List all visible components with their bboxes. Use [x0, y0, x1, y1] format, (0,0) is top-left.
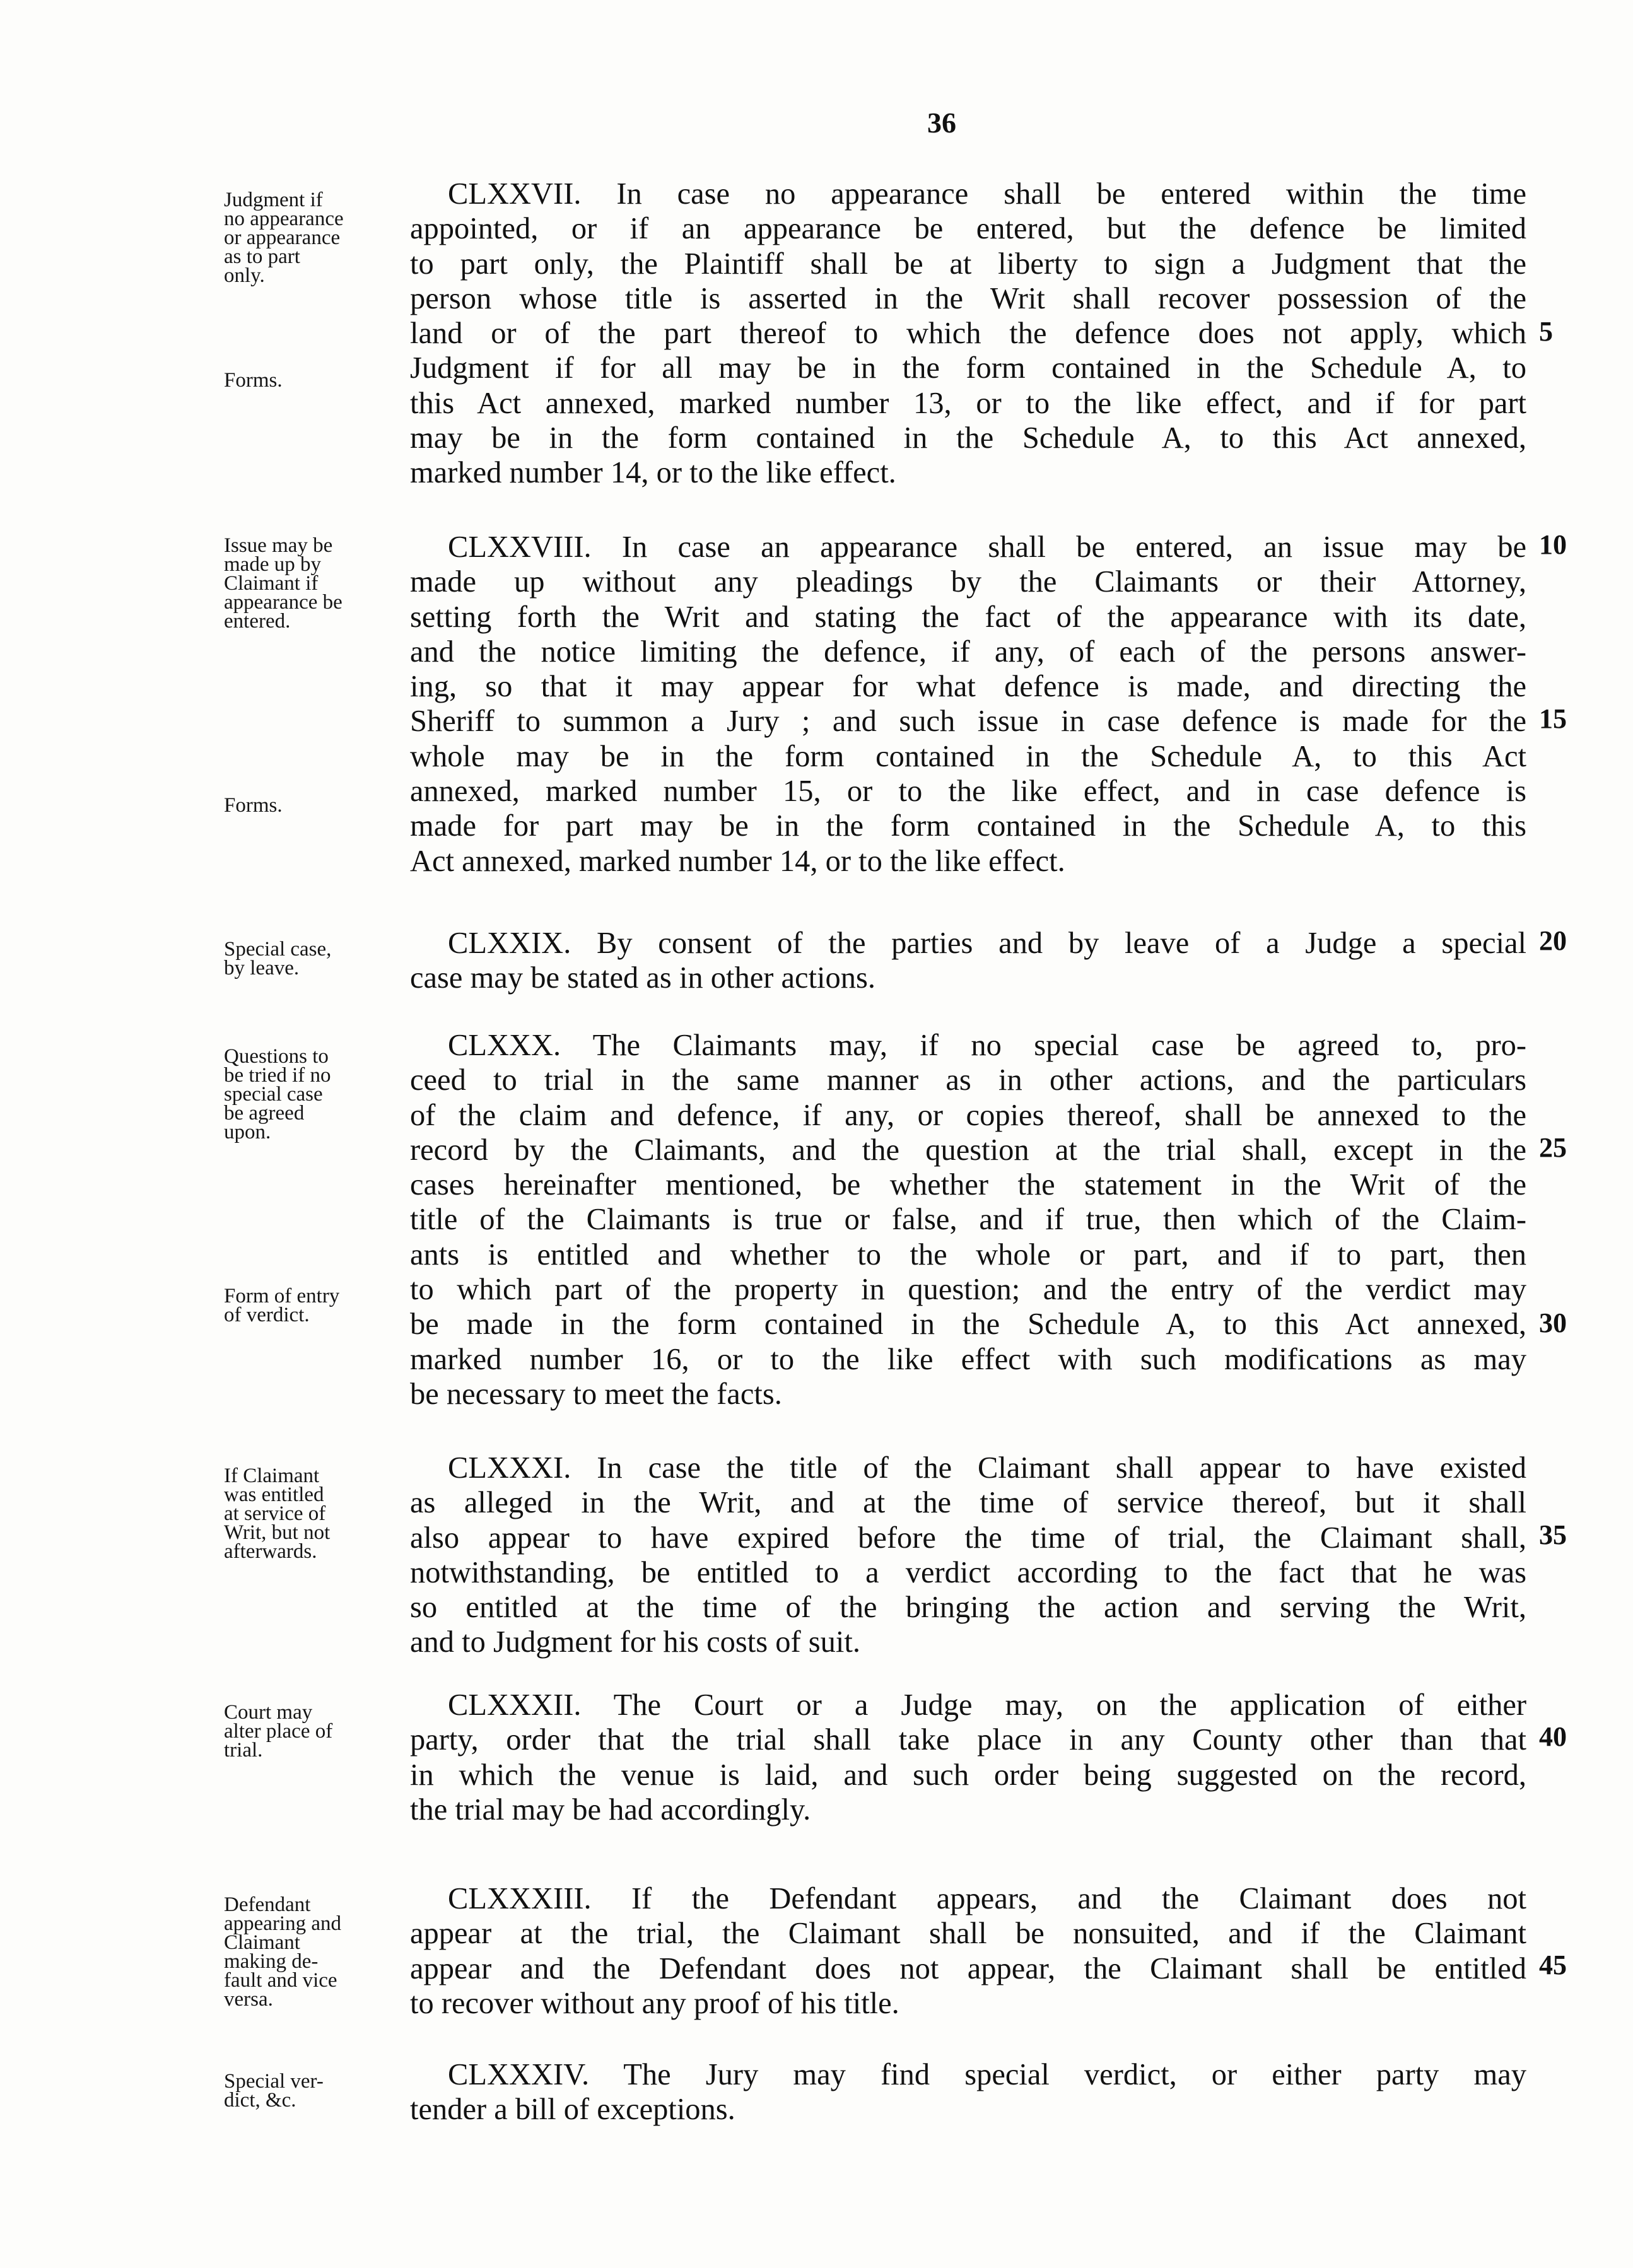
section-body	[410, 926, 1526, 996]
note-line: making de-	[224, 1950, 319, 1973]
note-line: at service of	[224, 1502, 326, 1525]
margin-note	[224, 1287, 401, 1324]
section-body	[410, 1688, 1526, 1827]
margin-note	[224, 1466, 401, 1561]
text-line: tender a bill of exceptions.	[410, 2093, 735, 2127]
text-line: appear and the Defendant does not appear, the Claimant shall be entitled	[410, 1951, 1526, 1985]
note-line: of verdict.	[224, 1304, 310, 1326]
margin-note	[224, 2072, 401, 2110]
text-line: marked number 14, or to the like effect.	[410, 456, 896, 490]
text-line: made for part may be in the form contained in the Schedule A, to this	[410, 809, 1526, 843]
note-line: entered.	[224, 610, 291, 633]
note-line: or appearance	[224, 226, 341, 249]
note-line: made up by	[224, 553, 321, 576]
note-line: versa.	[224, 1988, 273, 2011]
note-line: Special case,	[224, 938, 332, 961]
note-line: Judgment if	[224, 189, 323, 211]
line-number: 35	[1539, 1519, 1567, 1550]
text-line: and the notice limiting the defence, if any, of each of the persons answer-	[410, 634, 1526, 669]
line-number: 5	[1539, 316, 1553, 347]
text-line: marked number 16, or to the like effect with such modifications as may	[410, 1342, 1526, 1376]
note-line: only.	[224, 264, 265, 287]
note-line: trial.	[224, 1739, 263, 1762]
text-line: party, order that the trial shall take place in any County other than that	[410, 1723, 1526, 1757]
text-line: ants is entitled and whether to the whole or part, and if to part, then	[410, 1237, 1526, 1271]
section-body	[410, 2057, 1526, 2127]
text-line: to which part of the property in question; and the entry of the verdict may	[410, 1273, 1526, 1307]
section-body	[410, 1451, 1526, 1660]
text-line: so entitled at the time of the bringing the action and serving the Writ,	[410, 1591, 1526, 1625]
note-line: Form of entry	[224, 1285, 340, 1307]
text-line: CLXXX. The Claimants may, if no special case be agreed to, pro-	[448, 1029, 1526, 1062]
note-line: If Claimant	[224, 1464, 320, 1487]
text-line: CLXXXIV. The Jury may find special verdict, or either party may	[448, 2058, 1526, 2091]
line-number: 25	[1539, 1132, 1567, 1163]
line-number: 15	[1539, 703, 1567, 734]
note-line: alter place of	[224, 1720, 333, 1743]
text-line: Sheriff to summon a Jury ; and such issue in case defence is made for the	[410, 704, 1526, 739]
line-number: 45	[1539, 1949, 1567, 1980]
note-line: upon.	[224, 1121, 271, 1143]
note-line: as to part	[224, 245, 300, 268]
note-line: fault and vice	[224, 1969, 337, 1992]
line-number: 40	[1539, 1721, 1567, 1752]
note-line: Issue may be	[224, 534, 333, 557]
note-line: special case	[224, 1083, 323, 1106]
section-body	[410, 1028, 1526, 1412]
note-line: be agreed	[224, 1102, 305, 1125]
text-line: ceed to trial in the same manner as in other actions, and the particulars	[410, 1063, 1526, 1097]
note-line: appearance be	[224, 591, 342, 614]
margin-note	[224, 190, 401, 285]
section-body	[410, 1881, 1526, 2021]
text-line: be necessary to meet the facts.	[410, 1377, 782, 1411]
margin-note	[224, 1047, 401, 1142]
note-line: Forms.	[224, 369, 283, 392]
note-line: dict, &c.	[224, 2089, 296, 2112]
text-line: to part only, the Plaintiff shall be at liberty to sign a Judgment that the	[410, 247, 1526, 281]
note-line: was entitled	[224, 1483, 324, 1506]
page-number: 36	[927, 107, 956, 139]
note-line: Defendant	[224, 1893, 311, 1916]
text-line: case may be stated as in other actions.	[410, 961, 876, 995]
line-number: 30	[1539, 1307, 1567, 1338]
margin-note	[224, 796, 401, 815]
line-number: 20	[1539, 925, 1567, 956]
text-line: CLXXXII. The Court or a Judge may, on the application of either	[448, 1688, 1526, 1722]
text-line: as alleged in the Writ, and at the time of service thereof, but it shall	[410, 1486, 1526, 1520]
text-line: title of the Claimants is true or false, and if true, then which of the Claim-	[410, 1203, 1526, 1237]
text-line: and to Judgment for his costs of suit.	[410, 1625, 860, 1659]
text-line: be made in the form contained in the Schedule A, to this Act annexed,	[410, 1307, 1526, 1342]
text-line: person whose title is asserted in the Writ shall recover possession of the	[410, 281, 1526, 315]
text-line: in which the venue is laid, and such order being suggested on the record,	[410, 1758, 1526, 1792]
note-line: Court may	[224, 1701, 313, 1724]
text-line: CLXXXI. In case the title of the Claimant shall appear to have existed	[448, 1451, 1526, 1485]
text-line: Judgment if for all may be in the form contained in the Schedule A, to	[410, 351, 1526, 385]
text-line: whole may be in the form contained in the Schedule A, to this Act	[410, 739, 1526, 773]
text-line: this Act annexed, marked number 13, or to the like effect, and if for part	[410, 386, 1526, 420]
note-line: afterwards.	[224, 1540, 317, 1563]
text-line: setting forth the Writ and stating the fact of the appearance with its date,	[410, 600, 1526, 634]
text-line: Act annexed, marked number 14, or to the like effect.	[410, 844, 1065, 878]
margin-note	[224, 940, 401, 978]
margin-note	[224, 536, 401, 631]
note-line: no appearance	[224, 208, 344, 230]
note-line: appearing and	[224, 1912, 341, 1935]
note-line: be tried if no	[224, 1064, 331, 1087]
text-line: CLXXXIII. If the Defendant appears, and the Claimant does not	[448, 1882, 1526, 1915]
line-number: 10	[1539, 529, 1567, 560]
margin-note	[224, 371, 401, 390]
text-line: notwithstanding, be entitled to a verdict according to the fact that he was	[410, 1555, 1526, 1589]
text-line: CLXXVII. In case no appearance shall be entered within the time	[448, 177, 1526, 211]
text-line: land or of the part thereof to which the defence does not apply, which	[410, 317, 1526, 351]
margin-note	[224, 1703, 401, 1760]
section-body	[410, 177, 1526, 491]
text-line: CLXXVIII. In case an appearance shall be entered, an issue may be	[448, 530, 1526, 564]
text-line: cases hereinafter mentioned, be whether the statement in the Writ of the	[410, 1168, 1526, 1202]
note-line: Forms.	[224, 794, 283, 817]
note-line: Writ, but not	[224, 1521, 331, 1544]
text-line: of the claim and defence, if any, or copies thereof, shall be annexed to the	[410, 1098, 1526, 1132]
note-line: by leave.	[224, 957, 300, 979]
text-line: also appear to have expired before the time of trial, the Claimant shall,	[410, 1521, 1526, 1555]
text-line: appear at the trial, the Claimant shall be nonsuited, and if the Claimant	[410, 1917, 1526, 1951]
text-line: annexed, marked number 15, or to the like effect, and in case defence is	[410, 775, 1526, 809]
note-line: Special ver-	[224, 2070, 324, 2093]
note-line: Claimant	[224, 1931, 300, 1954]
text-line: made up without any pleadings by the Claimants or their Attorney,	[410, 565, 1526, 599]
text-line: the trial may be had accordingly.	[410, 1792, 811, 1827]
text-line: record by the Claimants, and the question at the trial shall, except in the	[410, 1133, 1526, 1167]
text-line: CLXXIX. By consent of the parties and by leave of a Judge a special	[448, 926, 1526, 960]
note-line: Claimant if	[224, 572, 319, 595]
text-line: may be in the form contained in the Schedule A, to this Act annexed,	[410, 421, 1526, 455]
text-line: ing, so that it may appear for what defence is made, and directing the	[410, 670, 1526, 704]
margin-note	[224, 1895, 401, 2009]
note-line: Questions to	[224, 1045, 329, 1068]
text-line: appointed, or if an appearance be entered, but the defence be limited	[410, 212, 1526, 246]
section-body	[410, 530, 1526, 879]
text-line: to recover without any proof of his title.	[410, 1986, 899, 2020]
